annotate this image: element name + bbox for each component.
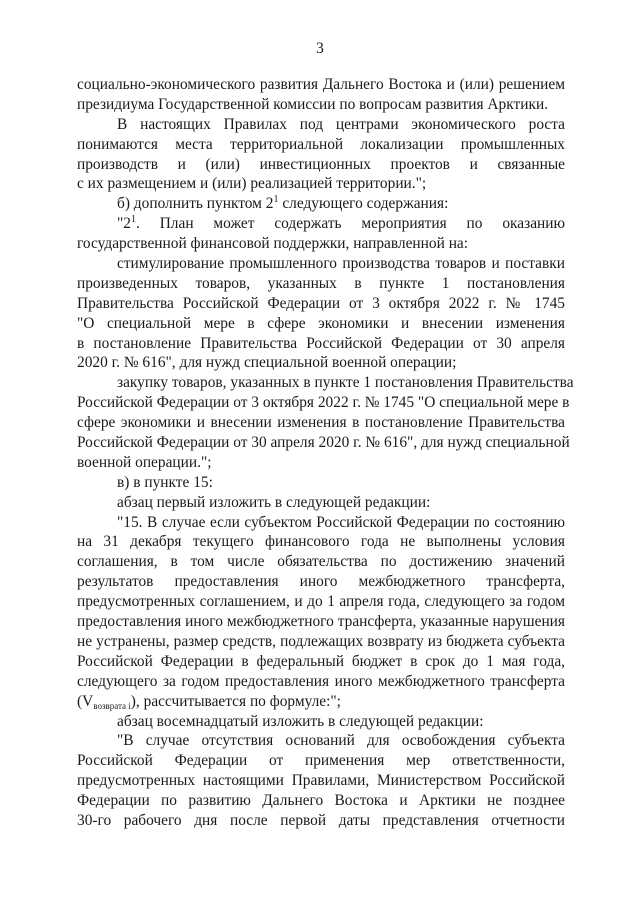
text-line: понимаются места территориальной локализации промышленных xyxy=(77,135,565,153)
text-line: 30-го рабочего дня после первой даты представления отчетности xyxy=(77,811,565,829)
text-line: "15. В случае если субъектом Российской Федерации по состоянию xyxy=(117,513,565,531)
text-line: на 31 декабря текущего финансового года не выполнены условия xyxy=(77,533,565,551)
text-line: социально-экономического развития Дальнего Востока и (или) решением xyxy=(77,76,565,93)
text-line: произведенных товаров, указанных в пункте 1 постановления xyxy=(77,274,565,292)
document-body xyxy=(77,75,574,831)
text-line: соглашения, в том числе обязательства по достижению значений xyxy=(77,553,565,571)
page-number: 3 xyxy=(316,40,324,57)
text-line: Российской Федерации в федеральный бюджет в срок до 1 мая года, xyxy=(77,652,565,670)
text-fragment: . План может содержать мероприятия по оказанию xyxy=(135,215,565,233)
text-line: Федерации по развитию Дальнего Востока и Арктики не позднее xyxy=(77,792,565,810)
text-line: абзац первый изложить в следующей редакции: xyxy=(117,493,431,511)
text-line: Российской Федерации от применения мер ответственности, xyxy=(77,752,565,770)
text-fragment: б) дополнить пунктом 2 xyxy=(117,195,274,213)
text-line: Российской Федерации от 30 апреля 2020 г. № 616", для нужд специальной xyxy=(77,434,570,452)
text-fragment: следующего содержания: xyxy=(278,195,449,213)
text-line: "О специальной мере в сфере экономики и внесении изменения xyxy=(77,314,565,332)
text-line: следующего за годом предоставления иного межбюджетного трансферта xyxy=(77,672,565,690)
text-fragment: (V xyxy=(77,692,94,710)
text-line: результатов предоставления иного межбюджетного трансферта, xyxy=(77,573,565,591)
text-line: В настоящих Правилах под центрами экономического роста xyxy=(117,115,565,133)
text-line xyxy=(77,194,565,214)
text-line: президиума Государственной комиссии по вопросам развития Арктики. xyxy=(77,95,549,113)
text-fragment: ), рассчитывается по формуле:"; xyxy=(130,692,341,710)
text-line: абзац восемнадцатый изложить в следующей редакции: xyxy=(117,712,484,730)
text-line xyxy=(77,692,565,712)
text-line: Российской Федерации от 3 октября 2022 г. № 1745 "О специальной мере в xyxy=(77,394,570,412)
superscript: 1 xyxy=(273,194,279,206)
text-line: военной операции."; xyxy=(77,453,212,471)
text-line: государственной финансовой поддержки, направленной на: xyxy=(77,235,469,253)
text-line: "В случае отсутствия оснований для освобождения субъекта xyxy=(117,732,565,750)
text-line: 2020 г. № 616", для нужд специальной военной операции; xyxy=(77,354,457,372)
superscript: 1 xyxy=(130,214,136,226)
text-line: предусмотренных соглашением, и до 1 апреля года, следующего за годом xyxy=(77,593,565,611)
text-line: не устранены, размер средств, подлежащих возврату из бюджета субъекта xyxy=(77,632,565,650)
text-line: с их размещением и (или) реализацией территории."; xyxy=(77,175,427,193)
text-line: стимулирование промышленного производства товаров и поставки xyxy=(117,255,565,273)
text-line: закупку товаров, указанных в пункте 1 постановления Правительства xyxy=(117,374,574,392)
text-line: сфере экономики и внесении изменения в постановление Правительства xyxy=(77,414,565,432)
text-fragment: "2 xyxy=(117,215,131,233)
text-line: предоставления иного межбюджетного трансферта, указанные нарушения xyxy=(77,613,565,631)
text-line: производств и (или) инвестиционных проектов и связанные xyxy=(77,155,565,173)
subscript: возврата i xyxy=(93,700,131,711)
text-line: в) в пункте 15: xyxy=(117,473,213,491)
text-line: предусмотренных настоящими Правилами, Министерством Российской xyxy=(77,772,565,790)
text-line: в постановление Правительства Российской Федерации от 30 апреля xyxy=(77,334,565,352)
text-line xyxy=(77,214,565,234)
text-line: Правительства Российской Федерации от 3 октября 2022 г. № 1745 xyxy=(77,294,565,312)
